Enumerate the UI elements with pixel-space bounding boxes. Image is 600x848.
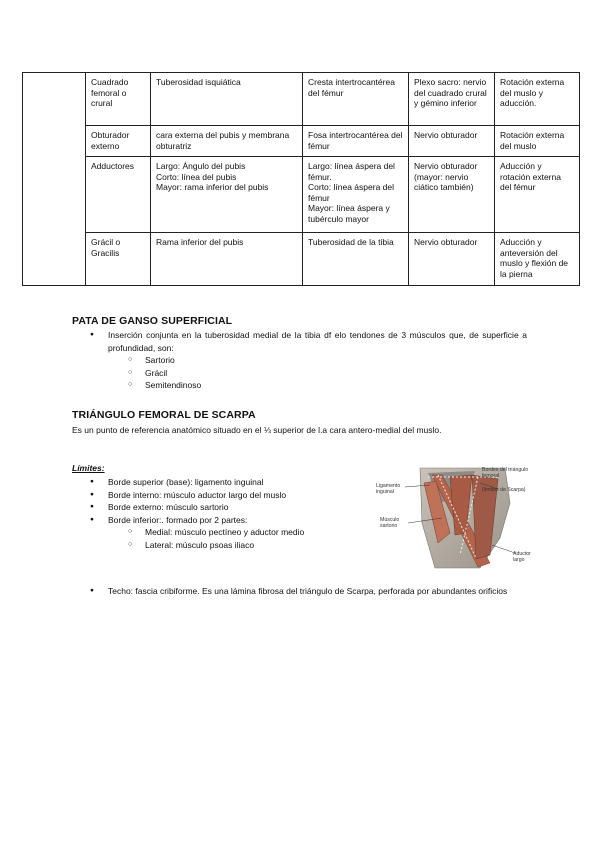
- label-bordes-sub: (límites de Scarpa): [482, 487, 526, 493]
- limites-label: Límites:: [72, 463, 105, 473]
- list-item: ● Borde externo: músculo sartorio: [90, 501, 380, 514]
- label-aductor: Aductor largo: [513, 551, 531, 563]
- list-item: ○ Sartorio: [128, 354, 527, 367]
- list-item: [90, 329, 527, 392]
- insertion-cell: Tuberosidad de la tibia: [303, 233, 409, 286]
- table-row: [23, 157, 580, 233]
- limites-list: [90, 476, 380, 552]
- nerve-cell: Nervio obturador: [409, 233, 495, 286]
- list-item: ● Borde interno: músculo aductor largo del muslo: [90, 489, 380, 502]
- origin-line: Largo: Ángulo del pubis: [156, 161, 246, 171]
- techo-list: [90, 585, 527, 598]
- list-item: ○ Medial: músculo pectíneo y aductor medio: [128, 526, 380, 539]
- pata-sublist: [108, 354, 527, 392]
- triangulo-intro: Es un punto de referencia anatómico situado en el ⅓ superior de l.a cara antero-medial del muslo.: [72, 425, 442, 435]
- pata-list: [90, 329, 527, 392]
- origin-cell: Rama inferior del pubis: [151, 233, 303, 286]
- action-cell: Rotación externa del muslo y aducción.: [495, 73, 580, 126]
- empty-cell: [23, 73, 86, 286]
- list-item: ● Techo: fascia cribiforme. Es una lámina fibrosa del triángulo de Scarpa, perforada por abundantes orificios: [90, 585, 527, 598]
- action-cell: Aducción y anteversión del muslo y flexión de la pierna: [495, 233, 580, 286]
- inferior-sublist: [108, 526, 380, 551]
- nerve-cell: Plexo sacro: nervio del cuadrado crural y gémino inferior: [409, 73, 495, 126]
- table-row: [23, 233, 580, 286]
- pata-title: PATA DE GANSO SUPERFICIAL: [72, 315, 233, 327]
- insertion-cell: Cresta intertrocantérea del fémur: [303, 73, 409, 126]
- insertion-cell: Fosa intertrocantérea del fémur: [303, 126, 409, 157]
- table-row: [23, 126, 580, 157]
- scarpa-figure: [376, 463, 550, 573]
- list-item: ○ Lateral: músculo psoas iliaco: [128, 539, 380, 552]
- action-cell: Aducción y rotación externa del fémur: [495, 157, 580, 233]
- origin-line: Mayor: rama inferior del pubis: [156, 182, 269, 192]
- triangulo-title: TRIÁNGULO FEMORAL DE SCARPA: [72, 409, 256, 421]
- origin-cell: Tuberosidad isquiática: [151, 73, 303, 126]
- list-item: ○ Semitendinoso: [128, 379, 527, 392]
- muscle-cell: Cuadrado femoral o crural: [86, 73, 151, 126]
- insertion-line: Mayor: línea áspera y tubérculo mayor: [308, 203, 390, 224]
- label-ligamento: Ligamento inguinal: [376, 483, 401, 495]
- list-item: ● Borde superior (base): ligamento inguinal: [90, 476, 380, 489]
- label-musculo: Músculo sartorio: [380, 517, 400, 529]
- insertion-cell: [303, 157, 409, 233]
- muscle-cell: Adductores: [86, 157, 151, 233]
- insertion-line: Corto: línea áspera del fémur: [308, 182, 394, 203]
- origin-line: Corto: línea del pubis: [156, 171, 237, 182]
- table-row: [23, 73, 580, 126]
- nerve-cell: Nervio obturador (mayor: nervio ciático también): [409, 157, 495, 233]
- inferior-text: Borde inferior:. formado por 2 partes:: [108, 514, 248, 525]
- list-item: [90, 514, 380, 552]
- origin-cell: cara externa del pubis y membrana obturatriz: [151, 126, 303, 157]
- label-bordes: Bordes del triángulo femoral: [482, 467, 529, 479]
- muscle-cell: Obturador externo: [86, 126, 151, 157]
- nerve-cell: Nervio obturador: [409, 126, 495, 157]
- muscle-table: [22, 72, 580, 286]
- list-item: ○ Grácil: [128, 367, 527, 380]
- muscle-cell: Grácil o Gracilis: [86, 233, 151, 286]
- origin-cell: [151, 157, 303, 233]
- insertion-line: Largo: línea áspera del fémur.: [308, 161, 395, 182]
- pata-bullet-text: Inserción conjunta en la tuberosidad medial de la tibia df elo tendones de 3 músculos que, de superficie a profundidad, son:: [108, 330, 527, 353]
- action-cell: Rotación externa del muslo: [495, 126, 580, 157]
